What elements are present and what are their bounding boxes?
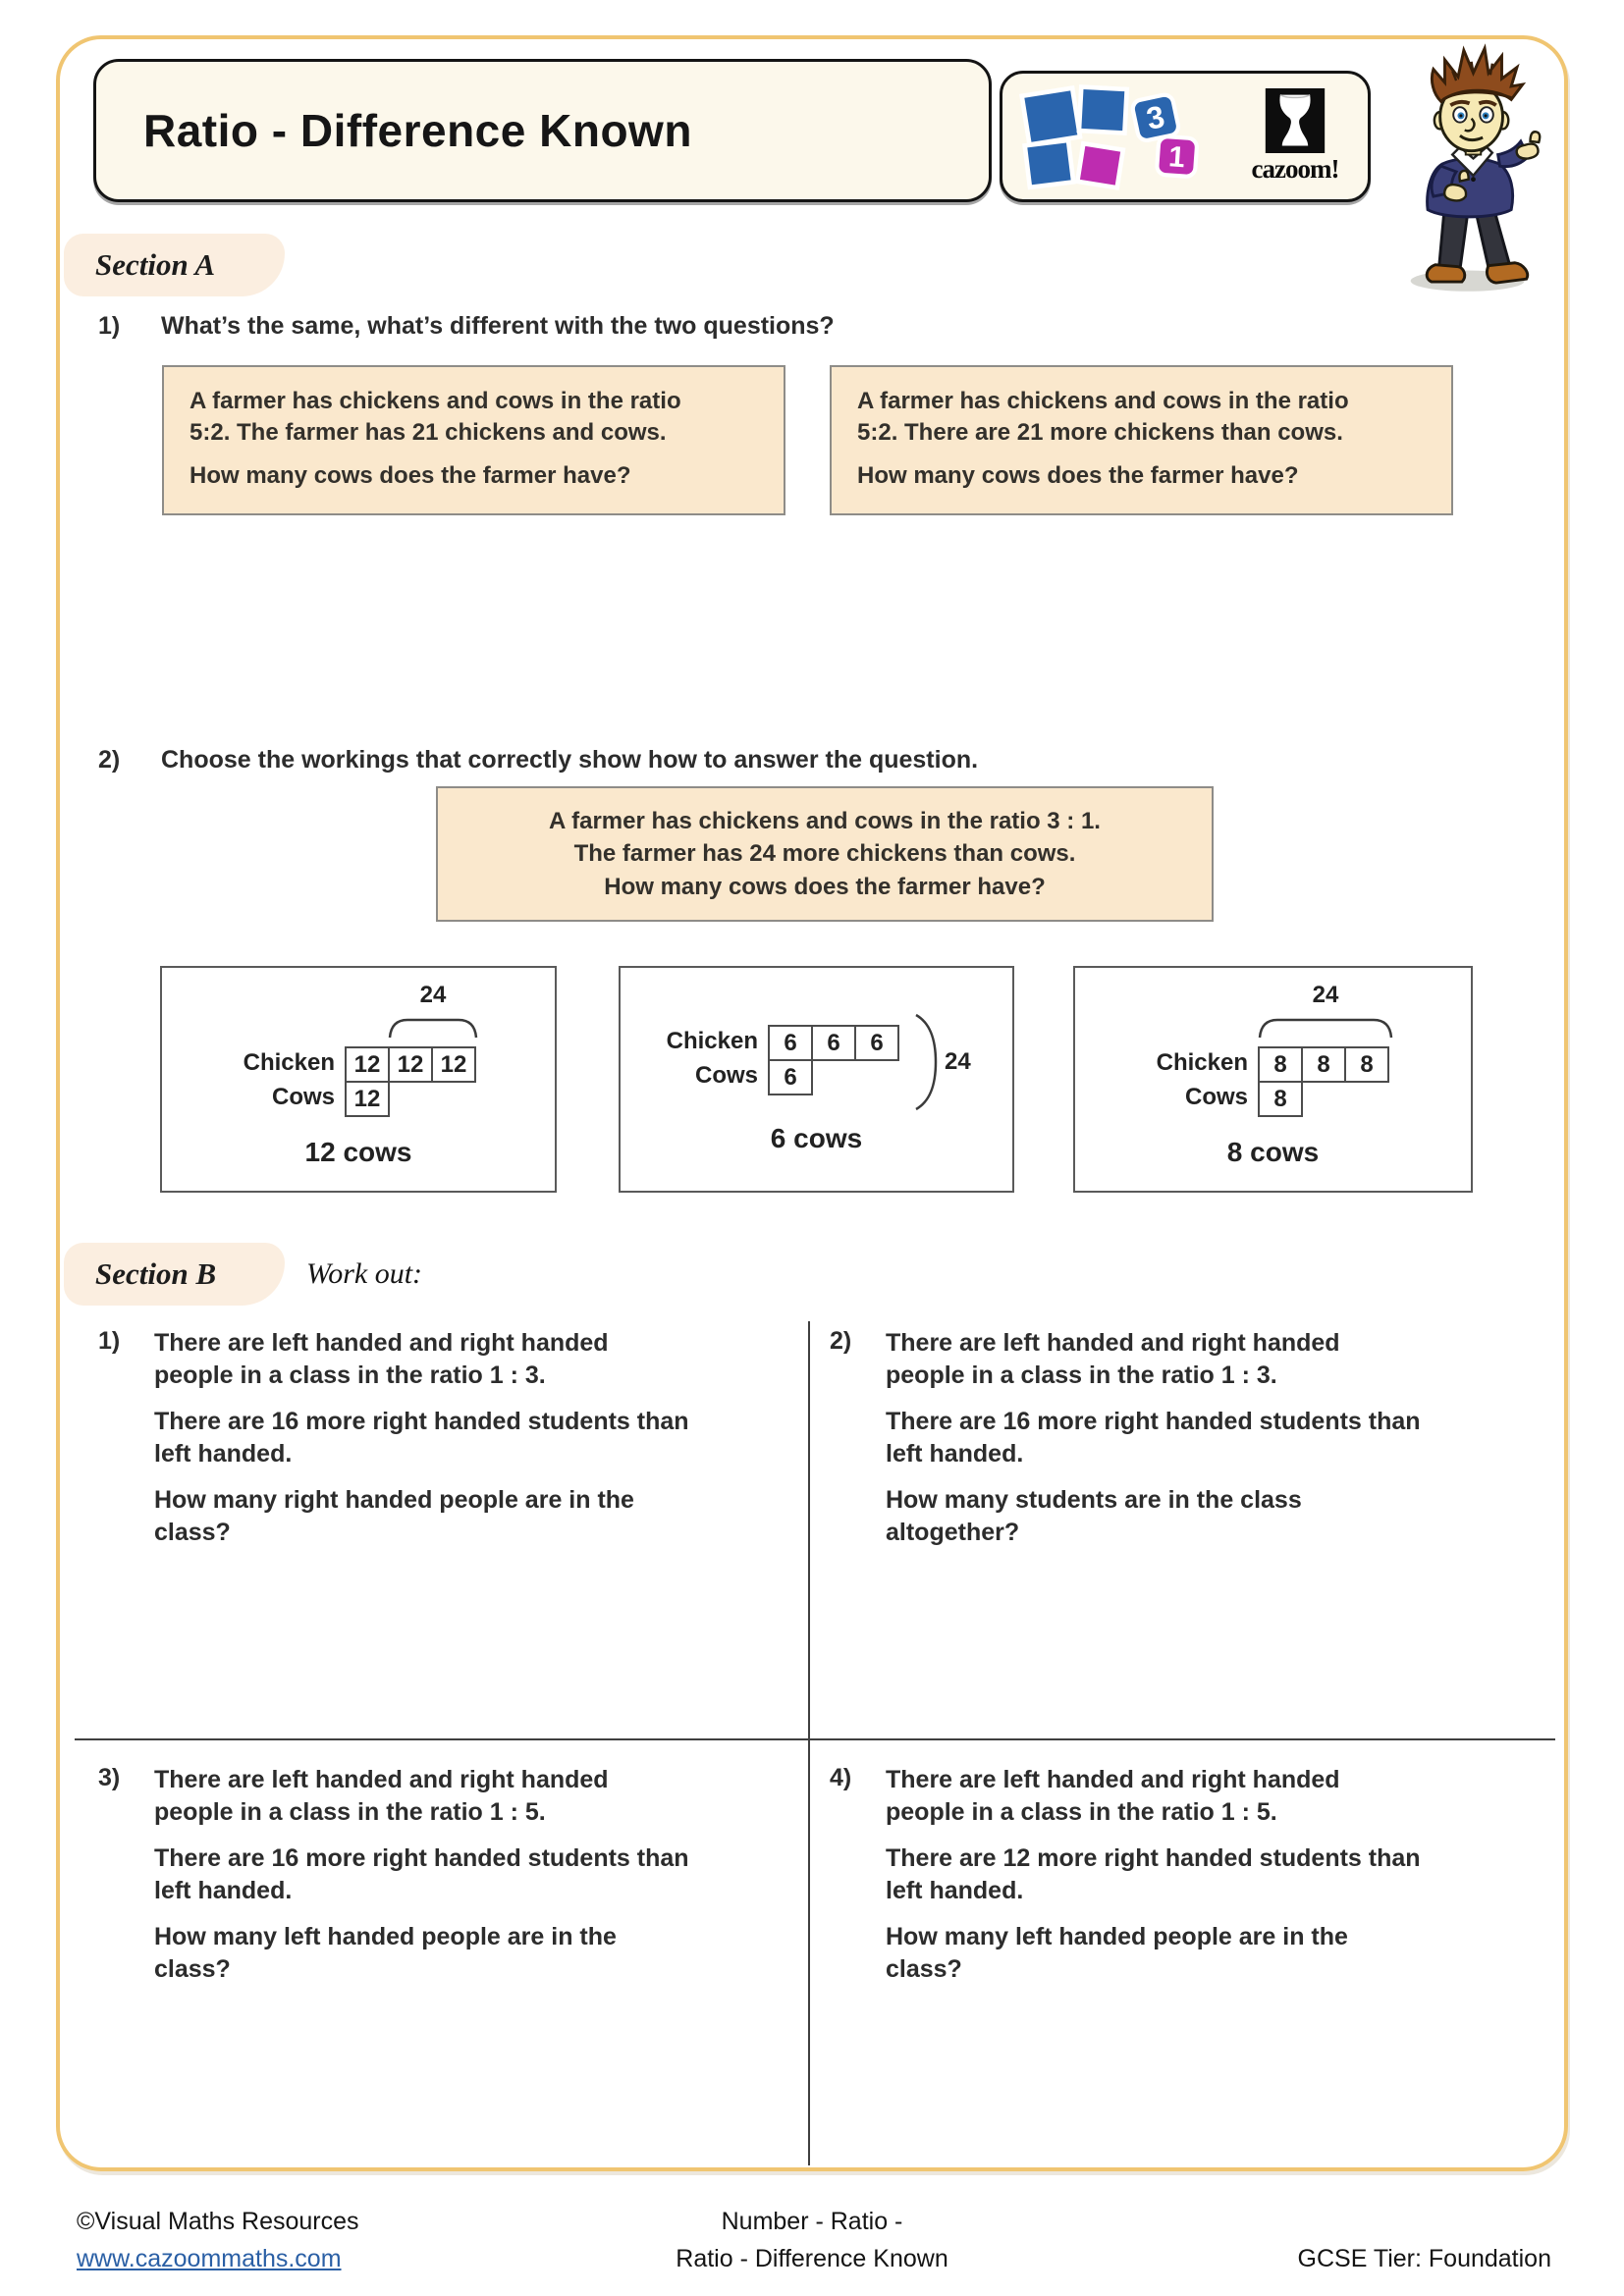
q2-number: 2) — [98, 746, 121, 774]
sb-q3-number: 3) — [98, 1764, 121, 1791]
statement-line: The farmer has 24 more chickens than cows. — [573, 840, 1076, 868]
q1-number: 1) — [98, 312, 121, 340]
question-text: How many cows does the farmer have? — [189, 461, 631, 489]
statement-text: A farmer has chickens and cows in the ratio 5:2. The farmer has 21 chickens and cows. — [189, 388, 681, 446]
website-link[interactable]: www.cazoommaths.com — [77, 2245, 342, 2272]
logo-box — [1000, 71, 1371, 202]
sb-question-2 — [886, 1327, 1553, 1548]
q1-statement-box-left — [162, 365, 785, 515]
row-label-cows: Cows — [694, 1062, 758, 1089]
row-label-cows: Cows — [271, 1084, 335, 1110]
top-brace-icon — [388, 1017, 478, 1039]
bar-cell: 12 — [388, 1046, 433, 1083]
difference-value: 24 — [1312, 982, 1339, 1008]
q2-statement-box — [436, 786, 1214, 922]
workings-option-3 — [1073, 966, 1473, 1193]
sb-question-4 — [886, 1764, 1553, 1985]
bar-cell: 6 — [768, 1059, 813, 1095]
bar-cell: 8 — [1301, 1046, 1346, 1083]
workings-option-2 — [619, 966, 1014, 1193]
bar-cell: 6 — [854, 1025, 899, 1061]
topic-line-2: Ratio - Difference Known — [676, 2245, 948, 2272]
question-paragraph: There are left handed and right handed people in a class in the ratio 1 : 3. — [154, 1329, 609, 1389]
row-label-cows: Cows — [1184, 1084, 1248, 1110]
bar-cell: 8 — [1344, 1046, 1389, 1083]
question-paragraph: There are left handed and right handed people in a class in the ratio 1 : 5. — [154, 1766, 609, 1826]
drum-icon — [1265, 88, 1326, 153]
right-brace-icon — [913, 1013, 939, 1111]
bar-cell: 6 — [768, 1025, 813, 1061]
chicken-bar — [768, 1025, 899, 1061]
logo-squares-icon — [1016, 79, 1224, 194]
bar-cell: 8 — [1258, 1081, 1303, 1117]
badge-1: 1 — [1167, 140, 1187, 175]
question-paragraph: There are left handed and right handed people in a class in the ratio 1 : 5. — [886, 1766, 1340, 1826]
title-box — [93, 59, 992, 202]
sb-question-3 — [154, 1764, 822, 1985]
page-title: Ratio - Difference Known — [143, 105, 692, 156]
question-paragraph: There are 16 more right handed students than left handed. — [154, 1408, 689, 1468]
top-brace-icon — [1258, 1017, 1393, 1039]
copyright-text: ©Visual Maths Resources — [77, 2208, 359, 2235]
q1-statement-box-right — [830, 365, 1453, 515]
question-paragraph: There are 16 more right handed students than left handed. — [886, 1408, 1421, 1468]
question-paragraph: How many left handed people are in the class? — [886, 1923, 1348, 1983]
statement-line: A farmer has chickens and cows in the ratio 3 : 1. — [549, 807, 1101, 834]
bar-cell: 12 — [431, 1046, 476, 1083]
question-paragraph: How many right handed people are in the class? — [154, 1486, 634, 1546]
section-a-label: Section A — [64, 234, 285, 296]
sb-q2-number: 2) — [830, 1327, 852, 1355]
cows-bar — [768, 1059, 813, 1095]
workings-option-1 — [160, 966, 557, 1193]
cazoom-logo — [1240, 88, 1350, 185]
difference-value: 24 — [945, 1048, 971, 1075]
difference-value: 24 — [419, 982, 447, 1008]
mascot-boy — [1373, 41, 1574, 298]
cows-bar — [345, 1081, 390, 1117]
cazoom-wordmark: cazoom! — [1251, 154, 1339, 184]
question-paragraph: There are 16 more right handed students than left handed. — [154, 1844, 689, 1904]
question-paragraph: There are left handed and right handed people in a class in the ratio 1 : 3. — [886, 1329, 1340, 1389]
question-text: How many cows does the farmer have? — [857, 461, 1299, 489]
bar-cell: 6 — [811, 1025, 856, 1061]
chicken-bar — [1258, 1046, 1389, 1083]
sb-question-1 — [154, 1327, 822, 1548]
q2-prompt: Choose the workings that correctly show how to answer the question. — [161, 746, 979, 774]
sb-q4-number: 4) — [830, 1764, 852, 1791]
row-label-chicken: Chicken — [1156, 1049, 1248, 1076]
chicken-bar — [345, 1046, 476, 1083]
topic-line-1: Number - Ratio - — [721, 2208, 903, 2235]
statement-line: How many cows does the farmer have? — [604, 873, 1046, 900]
bar-cell: 12 — [345, 1081, 390, 1117]
answer-text: 8 cows — [1226, 1137, 1320, 1167]
row-divider — [75, 1738, 1555, 1740]
answer-text: 6 cows — [770, 1123, 863, 1153]
question-paragraph: How many students are in the class altogether? — [886, 1486, 1302, 1546]
answer-text: 12 cows — [304, 1137, 412, 1167]
bar-cell: 8 — [1258, 1046, 1303, 1083]
badge-3: 3 — [1143, 98, 1168, 136]
statement-text: A farmer has chickens and cows in the ratio 5:2. There are 21 more chickens than cows. — [857, 388, 1349, 446]
question-paragraph: How many left handed people are in the class? — [154, 1923, 617, 1983]
row-label-chicken: Chicken — [243, 1049, 335, 1076]
row-label-chicken: Chicken — [666, 1028, 758, 1054]
question-paragraph: There are 12 more right handed students than left handed. — [886, 1844, 1421, 1904]
bar-cell: 12 — [345, 1046, 390, 1083]
sb-q1-number: 1) — [98, 1327, 121, 1355]
tier-text: GCSE Tier: Foundation — [1297, 2245, 1551, 2272]
cows-bar — [1258, 1081, 1303, 1117]
q1-prompt: What’s the same, what’s different with the two questions? — [161, 312, 835, 340]
work-out-instruction: Work out: — [306, 1257, 423, 1290]
section-b-label: Section B — [64, 1243, 285, 1306]
